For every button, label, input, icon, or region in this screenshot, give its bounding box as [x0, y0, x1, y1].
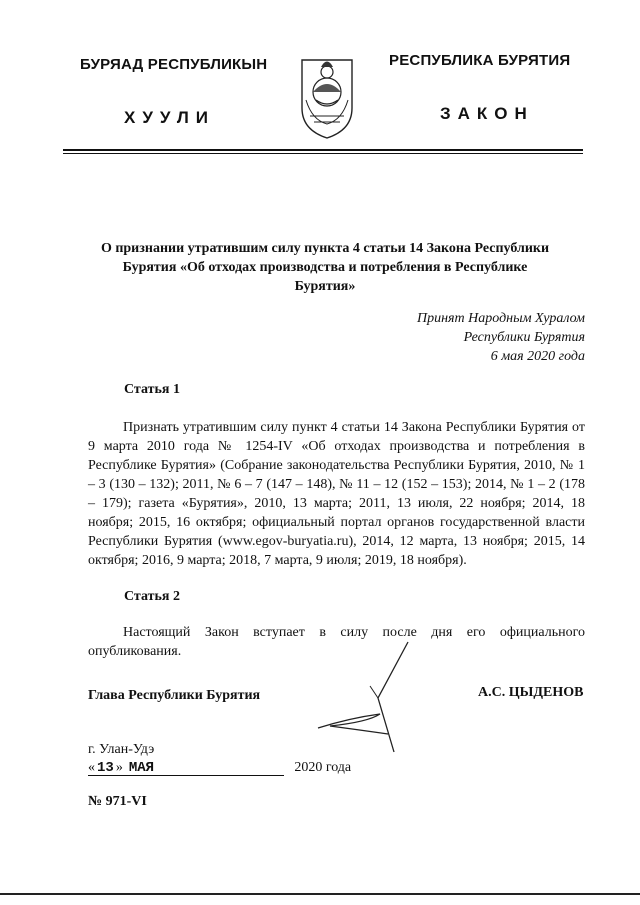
article-1-heading: Статья 1: [124, 382, 180, 397]
header-divider-thin: [63, 153, 583, 154]
coat-of-arms-icon: [298, 50, 356, 140]
signing-date: [88, 760, 351, 776]
date-close-quote: »: [115, 760, 123, 775]
header-right-republic: РЕСПУБЛИКА БУРЯТИЯ: [389, 52, 571, 69]
law-number: № 971-VI: [88, 794, 147, 809]
signatory-name: А.С. ЦЫДЕНОВ: [478, 685, 584, 700]
article-2-text: Настоящий Закон вступает в силу после дня его официального опубликования.: [88, 625, 585, 659]
article-1-text: Признать утратившим силу пункт 4 статьи 14 Закона Республики Бурятия от 9 марта 2010 года № 1254-IV «Об отходах производства и потребления в Республике Бурятия» (Собрание законодательства Республики Бурятия, 2010, № 1 – 3 (130 – 132); 2011, № 6 – 7 (147 – 148), № 11 – 12 (152 – 153); 2014, № 1 – 2 (178 – 179); газета «Бурятия», 2010, 13 марта; 2011, 13 июля, 22 ноября; 2014, 18 ноября; 2015, 16 октября; официальный портал органов государственной власти Республики Бурятия (www.egov-buryatia.ru), 2014, 12 марта, 13 ноября; 2015, 14 октября; 2016, 9 марта; 2018, 7 марта, 9 июля; 2019, 18 ноября).: [88, 420, 585, 568]
article-2-heading: Статья 2: [124, 589, 180, 604]
adoption-note: [380, 309, 585, 366]
date-month: МАЯ: [128, 760, 155, 776]
date-open-quote: «: [88, 760, 95, 775]
header-left-doc-type: ХУУЛИ: [124, 108, 215, 127]
date-day: 13: [97, 760, 114, 776]
place-of-signing: г. Улан-Удэ: [88, 742, 155, 757]
handwritten-signature: [310, 640, 430, 760]
scan-bottom-edge: [0, 893, 640, 895]
law-title: О признании утратившим силу пункта 4 статьи 14 Закона Республики Бурятия «Об отходах производства и потребления в Республике Бурятия»: [100, 241, 550, 294]
signatory-title: Глава Республики Бурятия: [88, 688, 261, 703]
adoption-line-1: Принят Народным Хуралом: [416, 311, 585, 326]
header-right-doc-type: ЗАКОН: [440, 104, 534, 123]
header-divider-thick: [63, 149, 583, 151]
header-left-republic: БУРЯАД РЕСПУБЛИКЫН: [80, 56, 268, 73]
adoption-line-2: Республики Бурятия: [463, 330, 585, 345]
date-year: 2020 года: [294, 760, 352, 775]
adoption-date: 6 мая 2020 года: [490, 349, 585, 364]
